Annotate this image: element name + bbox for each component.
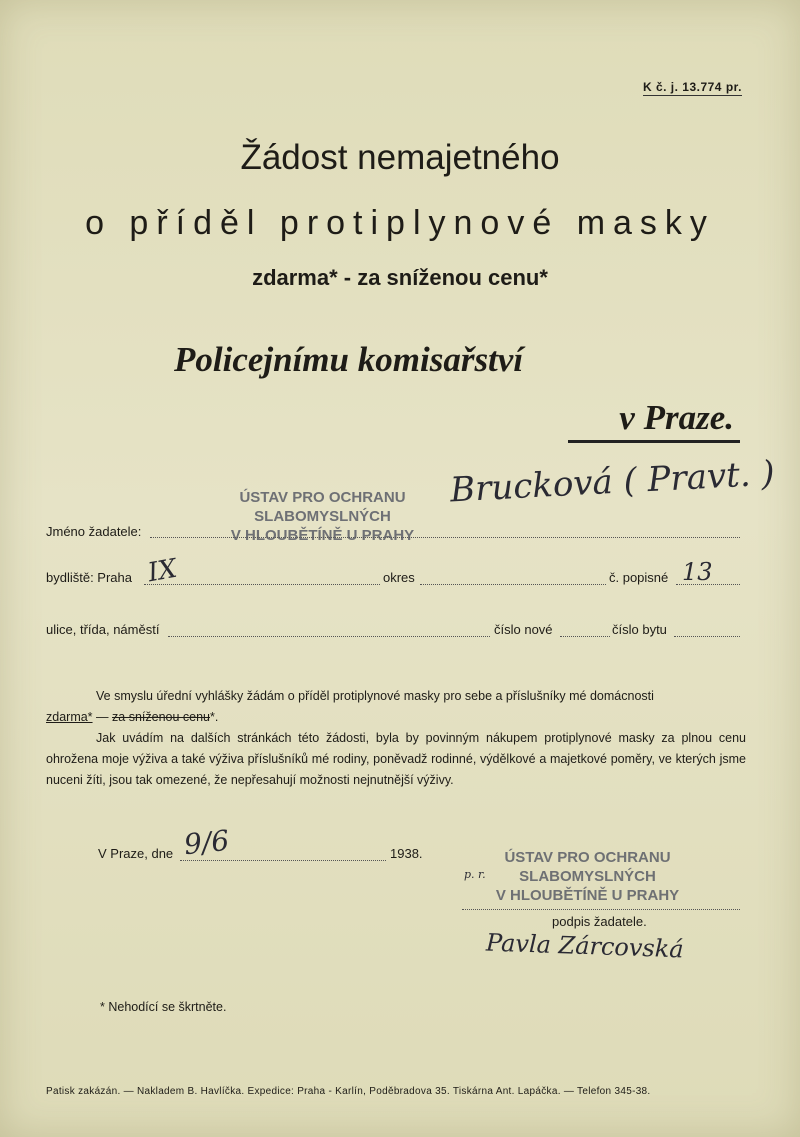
- stamp-line: ÚSTAV PRO OCHRANU: [504, 849, 671, 866]
- stamp-line: V HLOUBĚTÍNĚ U PRAHY: [495, 887, 680, 904]
- stamp-line: SLABOMYSLNÝCH: [519, 868, 656, 885]
- street-line: [168, 635, 490, 637]
- date-label: V Praze, dne: [98, 846, 174, 861]
- flat-number-line: [674, 635, 740, 637]
- addressee-underline: [568, 440, 740, 443]
- new-number-line: [560, 635, 610, 637]
- request-paragraph: [46, 686, 746, 728]
- district-line: [420, 583, 606, 585]
- signature-value[interactable]: Pavla Zárcovská: [485, 928, 685, 964]
- date-year: 1938.: [390, 846, 423, 861]
- flat-number-label: číslo bytu: [612, 622, 667, 637]
- residence-value[interactable]: IX: [145, 553, 180, 589]
- street-label: ulice, třída, náměstí: [46, 622, 160, 637]
- per-procura: p. r.: [464, 868, 486, 881]
- signature-line: [462, 908, 740, 910]
- addressee-line2: v Praze.: [619, 398, 734, 437]
- district-label: okres: [383, 570, 415, 585]
- house-number-label: č. popisné: [609, 570, 669, 585]
- stamp-line: ÚSTAV PRO OCHRANU: [239, 489, 406, 506]
- option-reduced: za sníženou cenu: [112, 710, 211, 724]
- institution-stamp-signature: [470, 848, 705, 905]
- form-title: Žádost nemajetného: [240, 138, 560, 177]
- name-label: Jméno žadatele:: [46, 524, 142, 539]
- request-options: [46, 707, 746, 728]
- stamp-line: V HLOUBĚTÍNĚ U PRAHY: [230, 527, 415, 544]
- house-number-value[interactable]: 13: [682, 558, 713, 586]
- form-subtitle: o příděl protiplynové masky: [85, 204, 715, 242]
- date-value[interactable]: 9/6: [182, 823, 231, 862]
- name-value[interactable]: Brucková ( Pravt. ): [449, 453, 776, 511]
- footnote: * Nehodící se škrtněte.: [100, 1000, 227, 1014]
- printer-footer: Patisk zakázán. — Nakladem B. Havlíčka. Expedice: Praha - Karlín, Poděbradova 35. Tiskárna Ant. Lapáčka. — Telefon 345-38.: [46, 1086, 651, 1097]
- date-line: [180, 859, 386, 861]
- request-text: Ve smyslu úřední vyhlášky žádám o příděl protiplynové masky pro sebe a příslušníky mé domácnosti: [96, 689, 654, 703]
- reference-number: K č. j. 13.774 pr.: [642, 80, 742, 94]
- residence-label: bydliště: Praha: [46, 570, 132, 585]
- signature-label: podpis žadatele.: [552, 914, 647, 929]
- form-subtitle-option: zdarma* - za sníženou cenu*: [252, 265, 548, 290]
- residence-line: [144, 583, 380, 585]
- option-end: *.: [210, 710, 219, 724]
- addressee-line1: Policejnímu komisařství: [174, 340, 524, 379]
- option-free: zdarma*: [46, 710, 93, 724]
- name-line: [150, 536, 740, 538]
- stamp-line: SLABOMYSLNÝCH: [254, 508, 391, 525]
- justification-paragraph: Jak uvádím na dalších stránkách této žádosti, byla by povinným nákupem protiplynové masky za plnou cenu ohrožena moje výživa a také výživa příslušníků mé rodiny, poněvadž rodinné, výdělkové a majetkové poměry, ve kterých jsme nuceni žíti, jsou tak omezené, že nepřesahují možnosti nejnutnější výživy.: [46, 731, 746, 787]
- new-number-label: číslo nové: [494, 622, 553, 637]
- option-dash: —: [96, 710, 109, 724]
